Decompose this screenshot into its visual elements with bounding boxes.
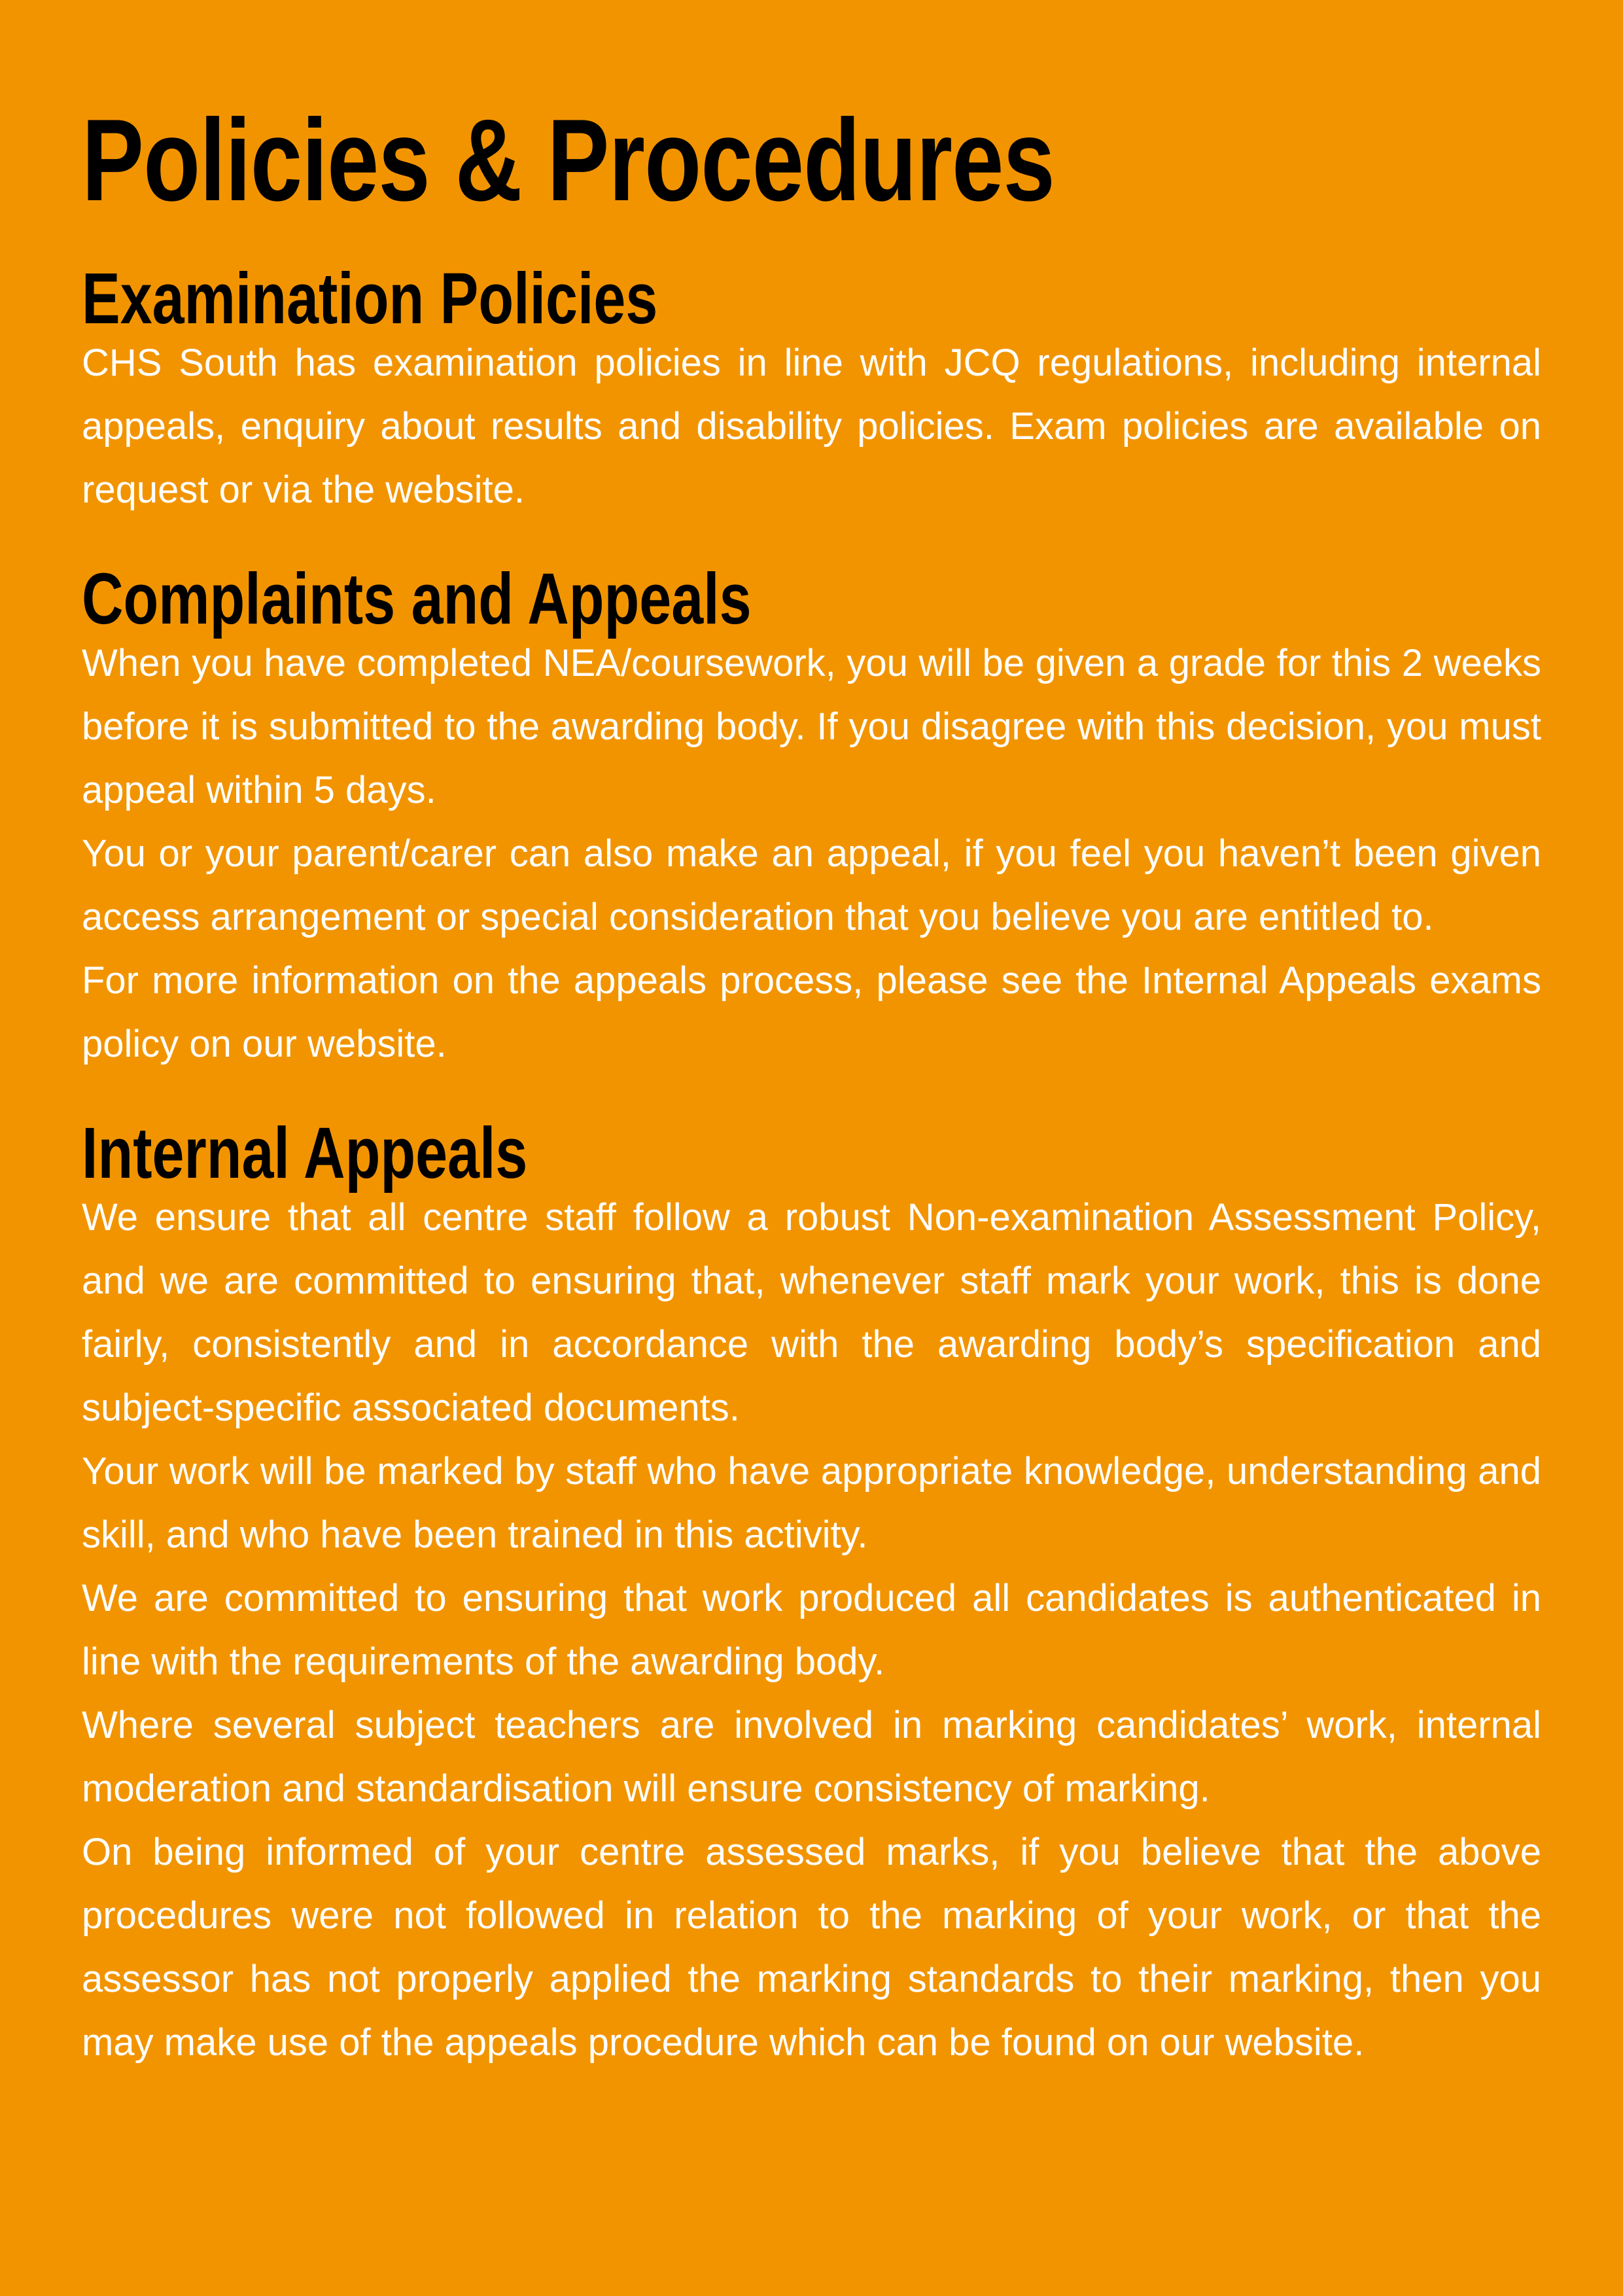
section-complaints-and-appeals [82,561,1541,1076]
paragraph: Your work will be marked by staff who have appropriate knowledge, understanding and skill, and who have been trained in this activity. [82,1450,1541,1556]
page-title: Policies & Procedures [82,95,1055,225]
section-heading: Complaints and Appeals [82,559,752,639]
paragraph: For more information on the appeals process, please see the Internal Appeals exams policy on our website. [82,959,1541,1065]
paragraph: CHS South has examination policies in line with JCQ regulations, including internal appeals, enquiry about results and disability policies. Exam policies are available on request or via the website. [82,342,1541,511]
paragraph: Where several subject teachers are involved in marking candidates’ work, internal moderation and standardisation will ensure consistency of marking. [82,1704,1541,1810]
section-heading: Examination Policies [82,258,658,339]
section-internal-appeals [82,1115,1541,2074]
paragraph: We ensure that all centre staff follow a robust Non-examination Assessment Policy, and we are committed to ensuring that, whenever staff mark your work, this is done fairly, consistently and in accordance with the awarding body’s specification and subject-specific associated documents. [82,1196,1541,1429]
paragraph: When you have completed NEA/coursework, you will be given a grade for this 2 weeks before it is submitted to the awarding body. If you disagree with this decision, you must appeal within 5 days. [82,642,1541,811]
section-examination-policies [82,260,1541,521]
paragraph: We are committed to ensuring that work produced all candidates is authenticated in line with the requirements of the awarding body. [82,1577,1541,1683]
policies-page [82,95,1541,2074]
section-heading: Internal Appeals [82,1113,528,1193]
paragraph: You or your parent/carer can also make an appeal, if you feel you haven’t been given access arrangement or special consideration that you believe you are entitled to. [82,832,1541,938]
paragraph: On being informed of your centre assessed marks, if you believe that the above procedures were not followed in relation to the marking of your work, or that the assessor has not properly applied the marking standards to their marking, then you may make use of the appeals procedure which can be found on our website. [82,1831,1541,2064]
